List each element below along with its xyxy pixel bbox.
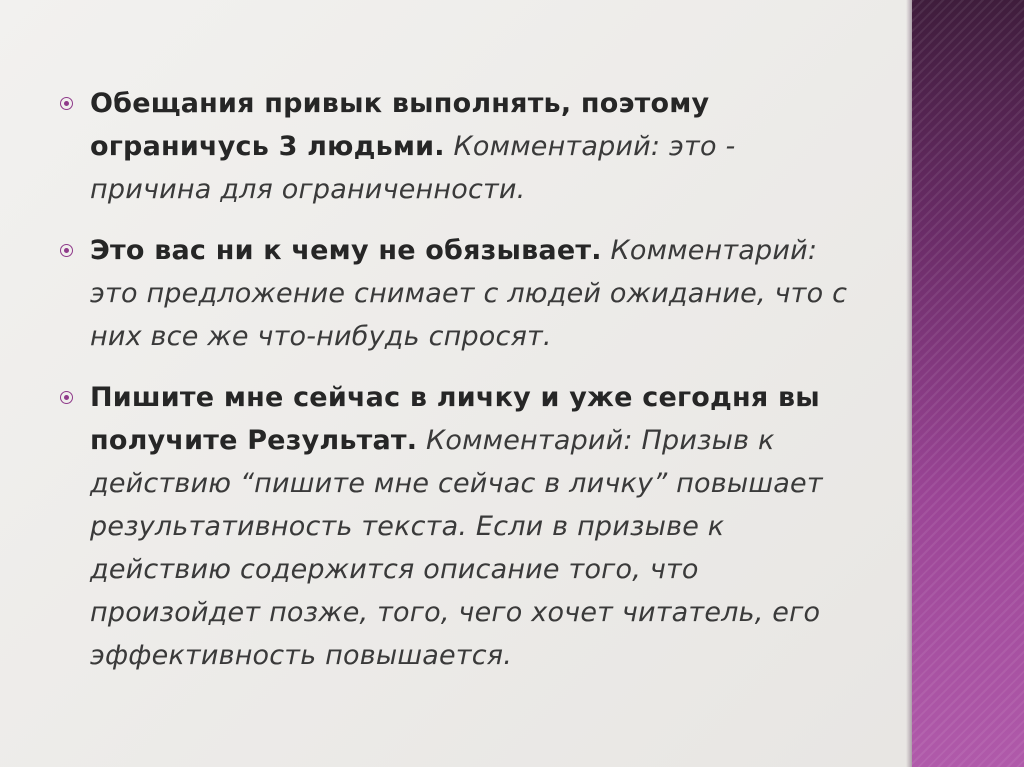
bullet-statement-3: Пишите мне сейчас в личку и уже сегодня вы получите Результат. [90,382,820,456]
bullet-text-1 [90,82,850,211]
bullet-statement-1: Обещания привык выполнять, поэтому ограничусь 3 людьми. [90,88,710,162]
bullet-comment-2: Комментарий: это предложение снимает с людей ожидание, что с них все же что-нибудь спросят. [90,235,848,352]
bullet-item-2 [60,229,850,358]
circle-bullet-icon [60,97,73,110]
bullet-comment-1: Комментарий: это - причина для ограниченности. [90,131,736,205]
circle-bullet-icon [60,244,73,257]
bullet-item-1 [60,82,850,211]
bullet-list [60,82,850,695]
bullet-statement-2: Это вас ни к чему не обязывает. [90,235,602,266]
circle-bullet-icon [60,391,73,404]
bullet-item-3 [60,376,850,677]
bullet-comment-3: Комментарий: Призыв к действию “пишите мне сейчас в личку” повышает результативность текста. Если в призыве к действию содержится описание того, что произойдет позже, того, чего хочет читатель, его эффективность повышается. [90,425,823,671]
decorative-side-strip [912,0,1024,767]
bullet-text-3 [90,376,850,677]
bullet-text-2 [90,229,850,358]
